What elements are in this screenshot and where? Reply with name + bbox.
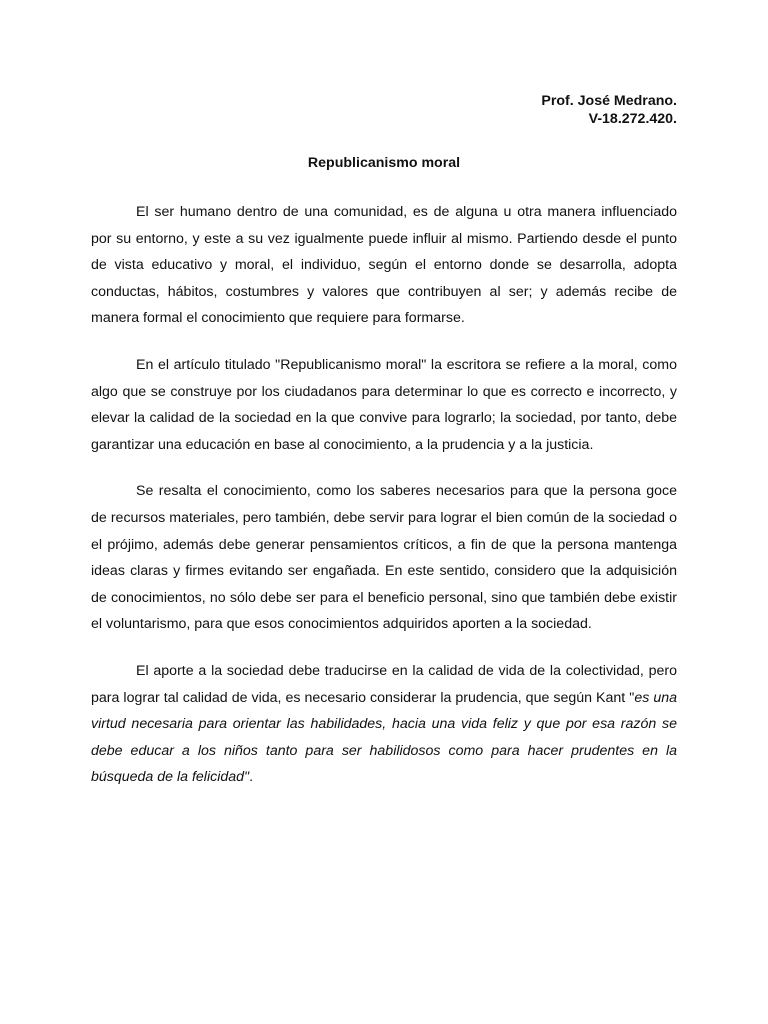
author-id-number: V-18.272.420. <box>588 110 677 127</box>
paragraph-4-end: . <box>249 769 254 786</box>
paragraph-4-intro: El aporte a la sociedad debe traducirse en la calidad de vida de la colectividad, pero para lograr tal calidad de vida, es necesario considerar la prudencia, que según Kant " <box>91 662 677 706</box>
document-title: Republicanismo moral <box>307 155 461 171</box>
author-name: Prof. José Medrano. <box>541 93 677 109</box>
paragraph-4 <box>91 658 677 791</box>
paragraph-1: El ser humano dentro de una comunidad, es de alguna u otra manera influenciado por su entorno, y este a su vez igualmente puede influir al mismo. Partiendo desde el punto de vista educativo y moral, el individuo, según el entorno donde se desarrolla, adopta conductas, hábitos, costumbres y valores que contribuyen al ser; y además recibe de manera formal el conocimiento que requiere para formarse. <box>91 204 677 327</box>
author-header <box>541 93 677 128</box>
document-body <box>91 199 677 811</box>
kant-quote: es una virtud necesaria para orientar las habilidades, hacia una vida feliz y que por esa razón se debe educar a los niños tanto para ser habilidosos como para hacer prudentes en la búsqueda de la felicidad" <box>91 689 677 786</box>
paragraph-3: Se resalta el conocimiento, como los saberes necesarios para que la persona goce de recursos materiales, pero también, debe servir para lograr el bien común de la sociedad o el prójimo, además debe generar pensamientos críticos, a fin de que la persona mantenga ideas claras y firmes evitando ser engañada. En este sentido, considero que la adquisición de conocimientos, no sólo debe ser para el beneficio personal, sino que también debe existir el voluntarismo, para que esos conocimientos adquiridos aporten a la sociedad. <box>91 483 677 633</box>
paragraph-2: En el artículo titulado "Republicanismo moral" la escritora se refiere a la moral, como algo que se construye por los ciudadanos para determinar lo que es correcto e incorrecto, y elevar la calidad de la sociedad en la que convive para lograrlo; la sociedad, por tanto, debe garantizar una educación en base al conocimiento, a la prudencia y a la justicia. <box>91 356 677 453</box>
